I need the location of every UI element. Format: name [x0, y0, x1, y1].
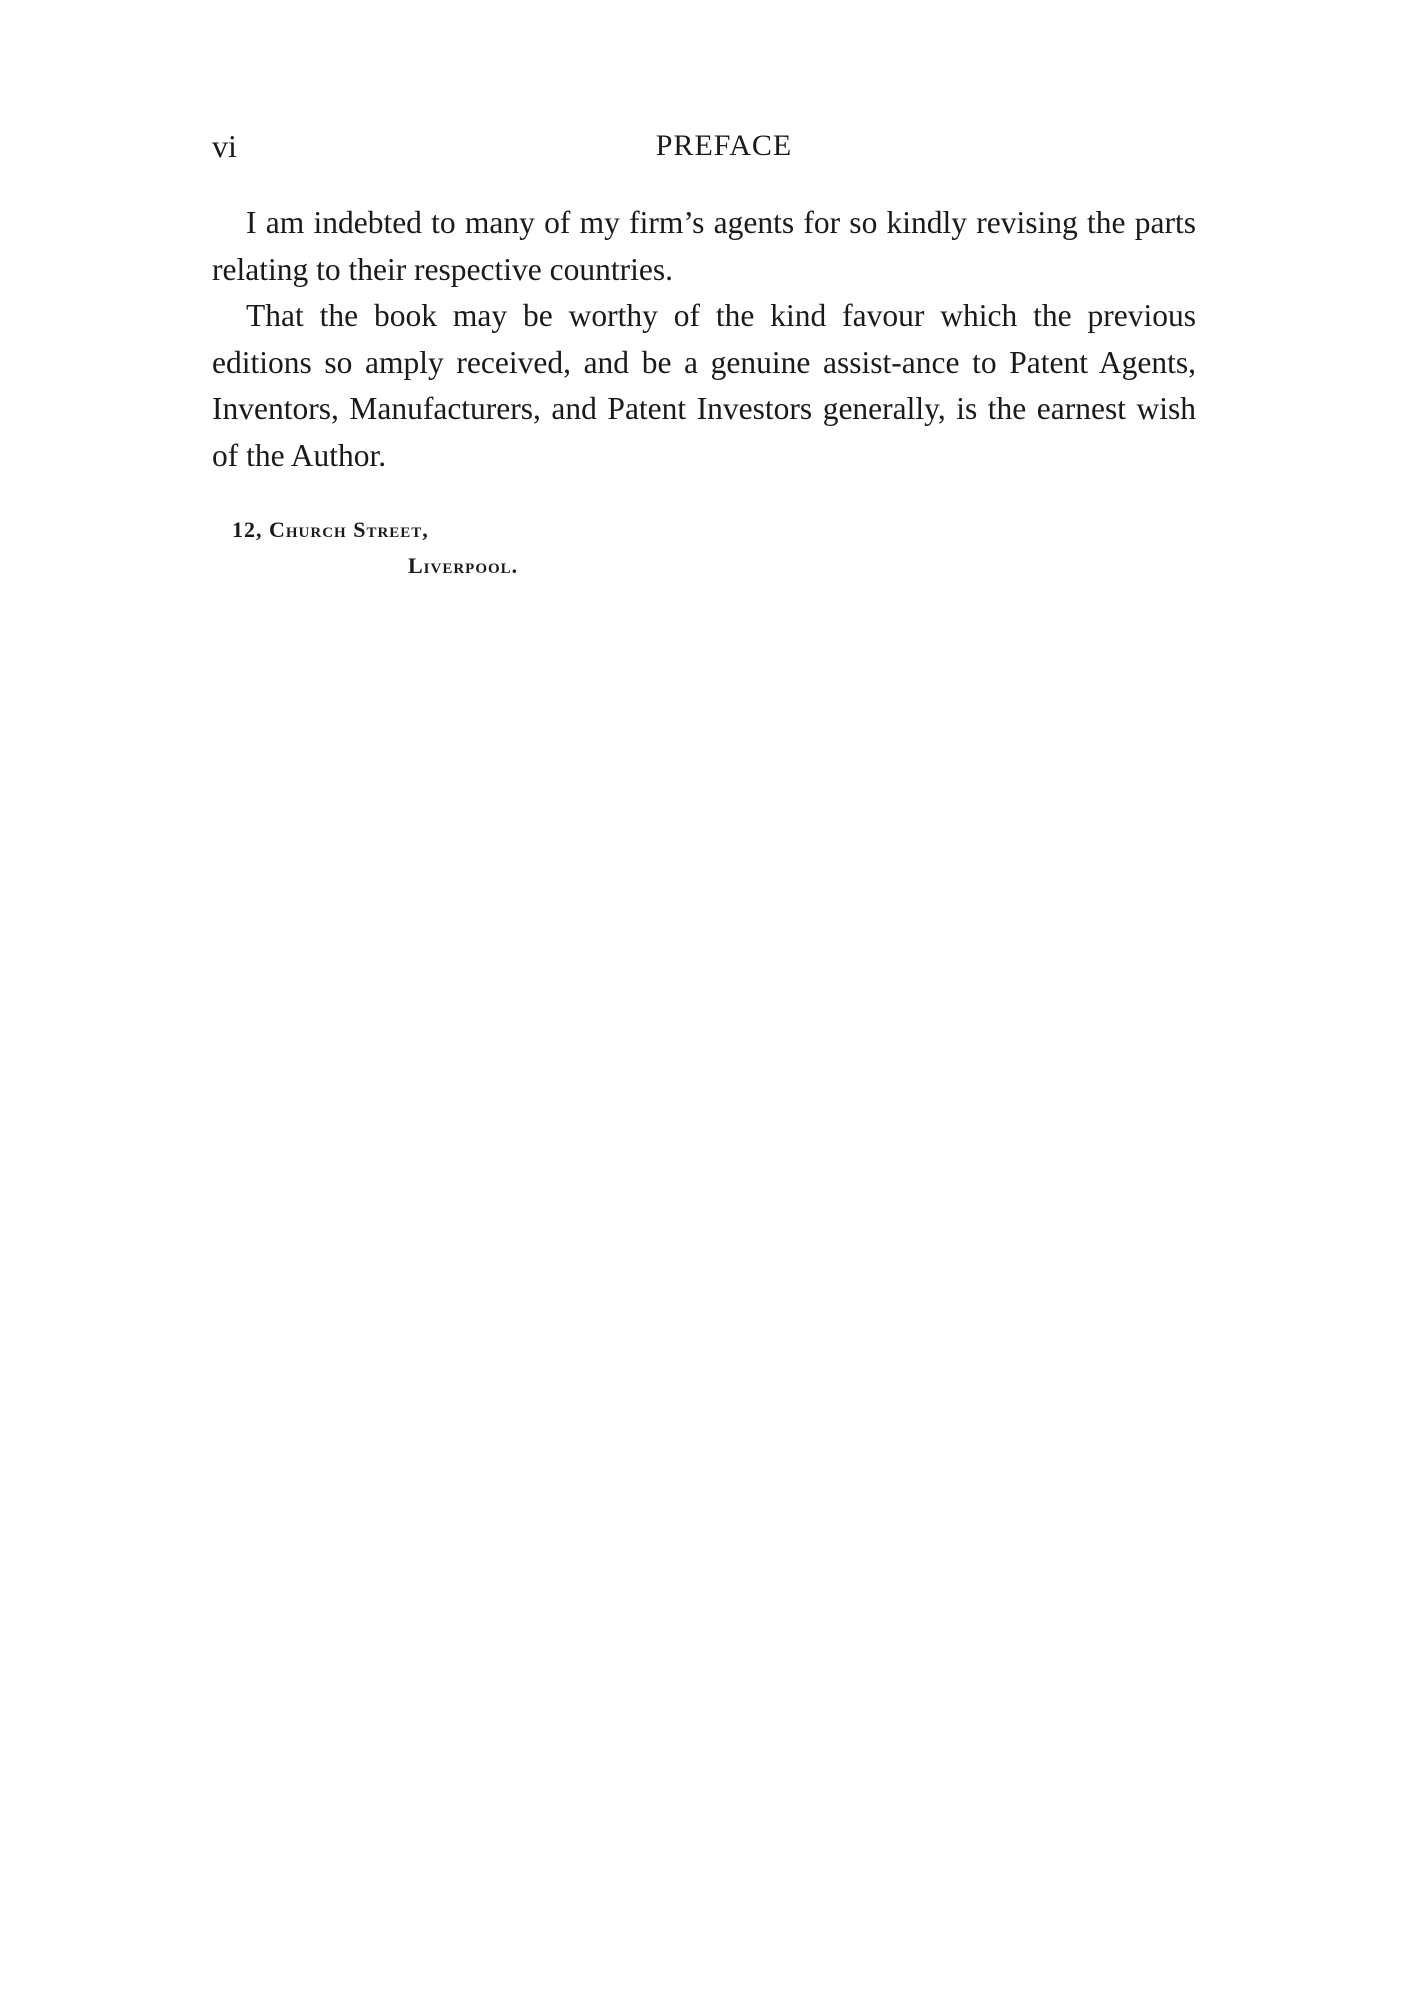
running-head — [212, 124, 1196, 168]
page-number: vi — [212, 128, 237, 164]
running-title: PREFACE — [655, 129, 793, 162]
paragraph: I am indebted to many of my firm’s agents for so kindly revising the parts relating to their respective countries. — [212, 205, 1196, 287]
address-line-street: 12, Church Street, — [232, 517, 429, 542]
body-text — [212, 200, 1196, 479]
address-line-city: Liverpool. — [408, 553, 519, 578]
paragraph: That the book may be worthy of the kind favour which the previous editions so amply received, and be a genuine assist-ance to Patent Agents, Inventors, Manufacturers, and Patent Investors generally, is the earnest wish of the Author. — [212, 298, 1196, 473]
signoff-address — [232, 512, 518, 584]
